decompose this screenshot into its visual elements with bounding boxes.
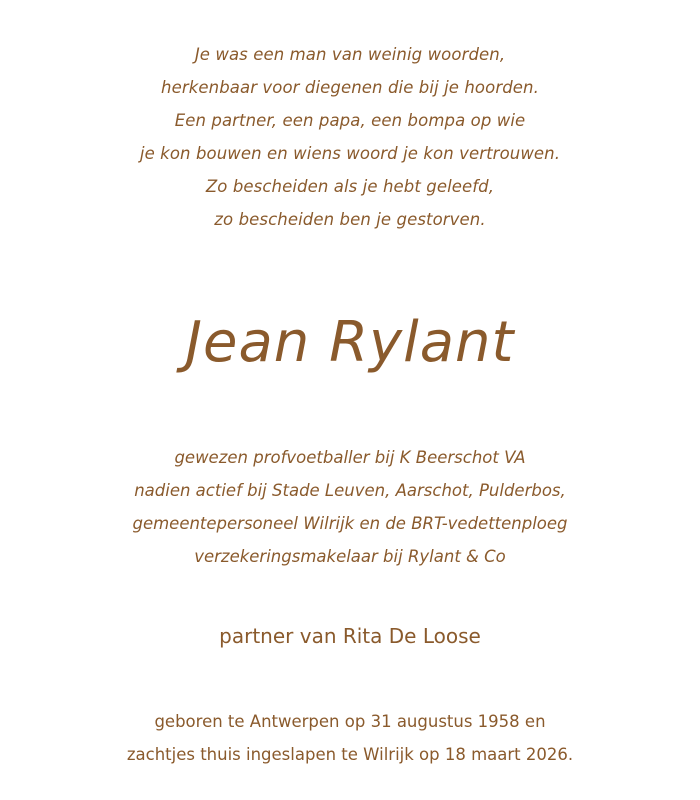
poem-line: je kon bouwen en wiens woord je kon vertrouwen. — [139, 144, 561, 163]
career-block — [0, 441, 700, 573]
poem-line: Je was een man van weinig woorden, — [194, 45, 506, 64]
poem-line: Zo bescheiden als je hebt geleefd, — [205, 177, 495, 196]
deceased-name: Jean Rylant — [185, 310, 515, 375]
birth-line: geboren te Antwerpen op 31 augustus 1958 en — [154, 712, 546, 731]
poem-block — [0, 38, 700, 236]
career-line: gewezen profvoetballer bij K Beerschot VA — [174, 448, 526, 467]
career-line: gemeentepersoneel Wilrijk en de BRT-vedettenploeg — [132, 514, 568, 533]
career-line: verzekeringsmakelaar bij Rylant & Co — [194, 547, 506, 566]
partner-line: partner van Rita De Loose — [219, 624, 481, 648]
poem-line: Een partner, een papa, een bompa op wie — [174, 111, 526, 130]
dates-block — [0, 705, 700, 771]
death-line: zachtjes thuis ingeslapen te Wilrijk op 18 maart 2026. — [126, 745, 574, 764]
poem-line: zo bescheiden ben je gestorven. — [214, 210, 486, 229]
career-line: nadien actief bij Stade Leuven, Aarschot, Pulderbos, — [134, 481, 566, 500]
poem-line: herkenbaar voor diegenen die bij je hoorden. — [161, 78, 539, 97]
